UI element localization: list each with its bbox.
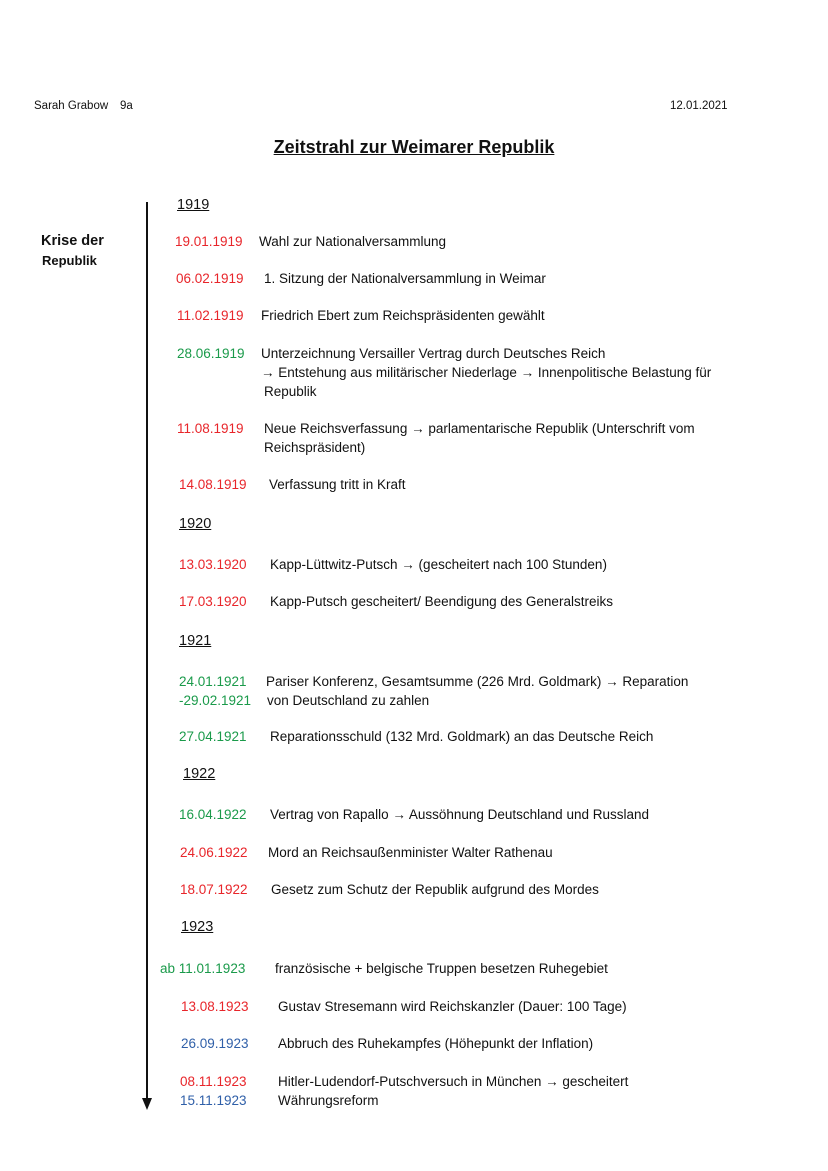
- entry-text: Kapp-Lüttwitz-Putsch → (gescheitert nach 100 Stunden): [270, 557, 607, 572]
- timeline-entry: [179, 727, 654, 746]
- timeline-entry: [180, 880, 599, 899]
- entry-date: 11.08.1919: [177, 421, 244, 436]
- timeline-arrow-icon: [142, 1098, 152, 1110]
- timeline-entry: [179, 475, 406, 494]
- entry-text: Gustav Stresemann wird Reichskanzler (Dauer: 100 Tage): [278, 999, 627, 1014]
- timeline-entry: [180, 1091, 379, 1110]
- entry-text: Reparationsschuld (132 Mrd. Goldmark) an das Deutsche Reich: [270, 729, 654, 744]
- entry-text: französische + belgische Truppen besetzen Ruhegebiet: [275, 961, 608, 976]
- entry-date: 28.06.1919: [177, 346, 245, 361]
- entry-date: 17.03.1920: [179, 594, 247, 609]
- entry-text: Wahl zur Nationalversammlung: [259, 234, 447, 249]
- entry-date: 27.04.1921: [179, 729, 247, 744]
- entry-date: 16.04.1922: [179, 807, 247, 822]
- timeline-axis: [146, 202, 148, 1100]
- entry-date-end: -29.02.1921: [179, 693, 252, 708]
- entry-text: Verfassung tritt in Kraft: [269, 477, 406, 492]
- timeline-entry: [181, 997, 627, 1016]
- entry-text: Kapp-Putsch gescheitert/ Beendigung des Generalstreiks: [270, 594, 613, 609]
- entry-text-line: → Entstehung aus militärischer Niederlage → Innenpolitische Belastung für: [261, 365, 712, 380]
- entry-text: Abbruch des Ruhekampfes (Höhepunkt der Inflation): [278, 1036, 594, 1051]
- timeline-entry: [177, 306, 545, 325]
- timeline-entry: [179, 555, 607, 574]
- timeline-entry: [180, 843, 553, 862]
- year-1922: 1922: [183, 766, 216, 782]
- entry-date: ab 11.01.1923: [160, 961, 246, 976]
- entry-date: 13.08.1923: [181, 999, 249, 1014]
- entry-text: Vertrag von Rapallo → Aussöhnung Deutschland und Russland: [270, 807, 649, 822]
- entry-text: Währungsreform: [278, 1093, 379, 1108]
- entry-date: 06.02.1919: [176, 271, 244, 286]
- entry-text-line: Unterzeichnung Versailler Vertrag durch Deutsches Reich: [261, 346, 606, 361]
- year-1921: 1921: [179, 633, 212, 649]
- timeline-entry: [177, 419, 695, 455]
- class-label: 9a: [120, 100, 133, 112]
- entry-date: 13.03.1920: [179, 557, 247, 572]
- entry-text-line: Neue Reichsverfassung → parlamentarische Republik (Unterschrift vom: [264, 421, 695, 436]
- entry-date: 11.02.1919: [177, 308, 244, 323]
- year-1923: 1923: [181, 919, 214, 935]
- entry-text: Mord an Reichsaußenminister Walter Rathenau: [268, 845, 553, 860]
- page-title: Zeitstrahl zur Weimarer Republik: [273, 137, 555, 157]
- entry-text: 1. Sitzung der Nationalversammlung in Weimar: [264, 271, 546, 286]
- author-name: Sarah Grabow: [34, 100, 109, 112]
- timeline-entry: [179, 805, 649, 824]
- timeline-entry: [179, 592, 613, 611]
- entry-text-line: Reichspräsident): [264, 440, 366, 455]
- entry-date: 08.11.1923: [180, 1074, 247, 1089]
- side-label-line2: Republik: [42, 253, 97, 268]
- entry-date: 15.11.1923: [180, 1093, 247, 1108]
- document-date: 12.01.2021: [670, 100, 728, 112]
- timeline-entry: [160, 959, 608, 978]
- entry-date: 26.09.1923: [181, 1036, 249, 1051]
- year-1919: 1919: [177, 197, 210, 213]
- timeline-entry: [180, 1072, 629, 1091]
- entry-date: 18.07.1922: [180, 882, 248, 897]
- entry-text-line: Pariser Konferenz, Gesamtsumme (226 Mrd. Goldmark) → Reparation: [266, 674, 689, 689]
- entry-text-line: Republik: [264, 384, 317, 399]
- timeline-entry: [175, 232, 447, 251]
- entry-text: Gesetz zum Schutz der Republik aufgrund des Mordes: [271, 882, 599, 897]
- timeline-entry: [181, 1034, 594, 1053]
- entry-date: 19.01.1919: [175, 234, 243, 249]
- timeline-entry: [177, 344, 712, 399]
- entry-text: Friedrich Ebert zum Reichspräsidenten gewählt: [261, 308, 545, 323]
- entry-text-line: von Deutschland zu zahlen: [267, 693, 430, 708]
- entry-date: 24.01.1921: [179, 674, 247, 689]
- timeline-entry: [179, 672, 689, 708]
- timeline-entry: [176, 269, 546, 288]
- year-1920: 1920: [179, 516, 212, 532]
- entry-date: 24.06.1922: [180, 845, 248, 860]
- side-label-line1: Krise der: [41, 233, 104, 249]
- entry-text: Hitler-Ludendorf-Putschversuch in München → gescheitert: [278, 1074, 629, 1089]
- entry-date: 14.08.1919: [179, 477, 247, 492]
